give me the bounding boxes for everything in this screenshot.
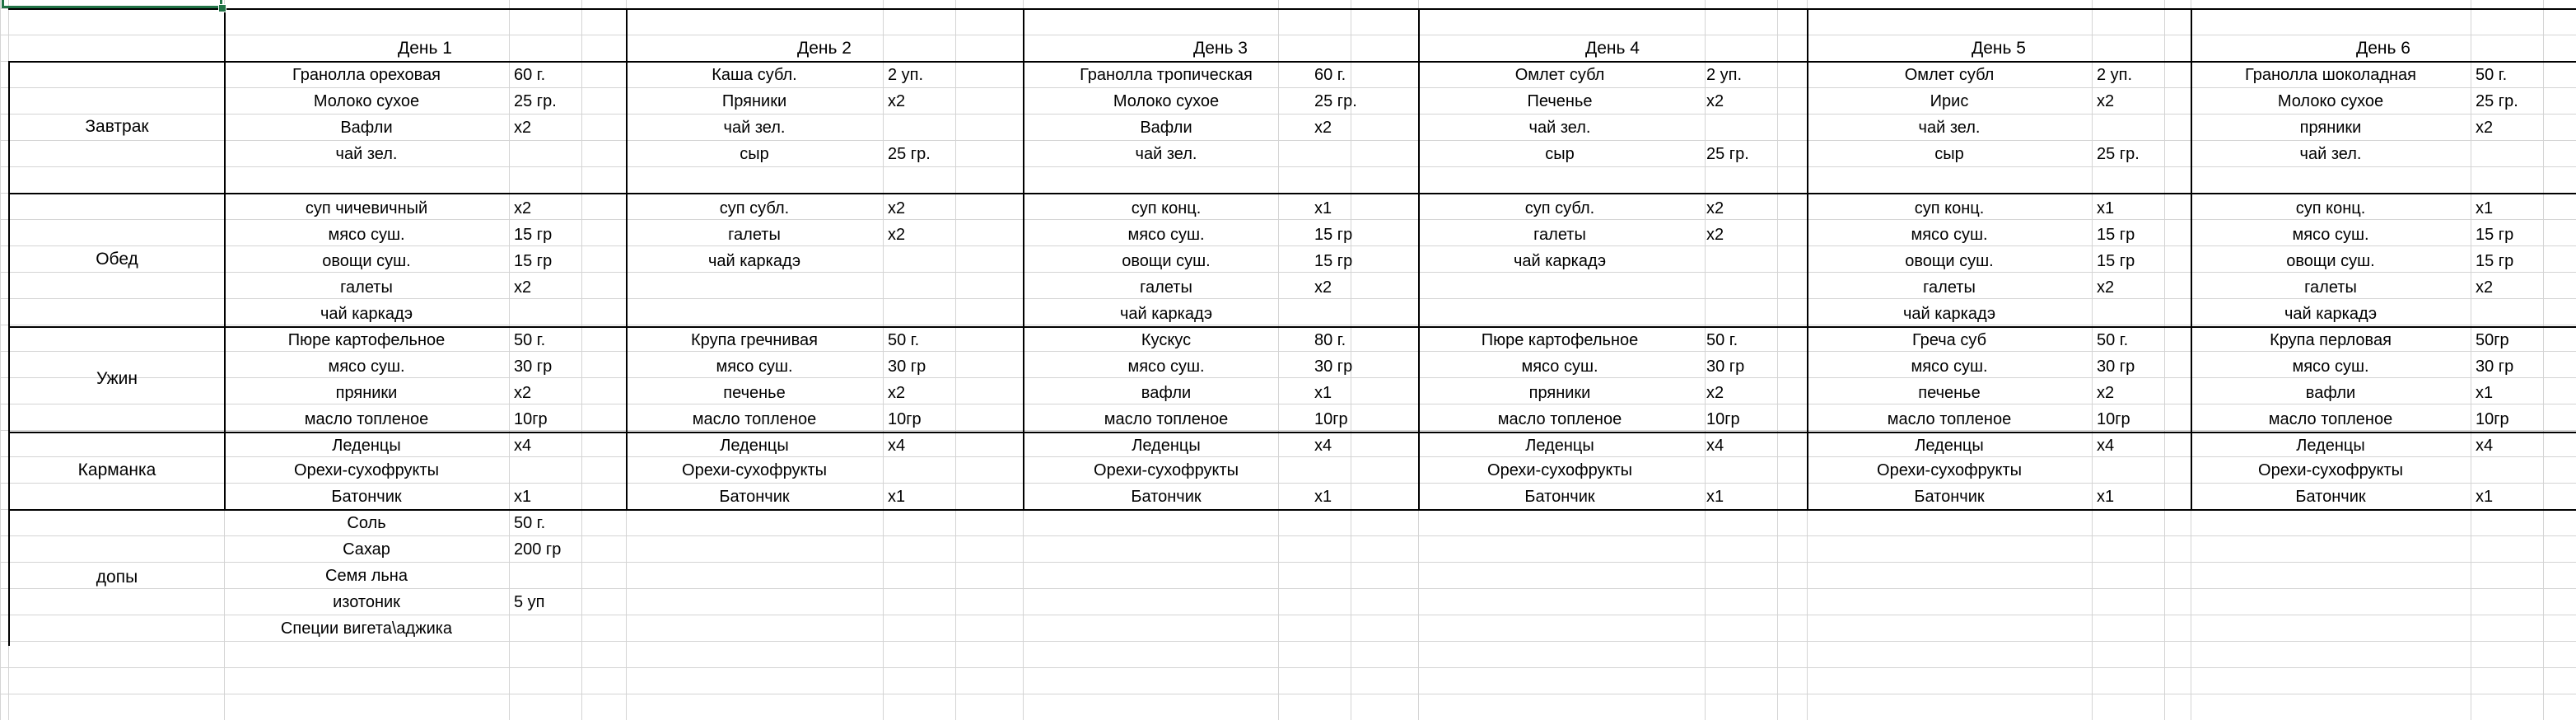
food-item-name[interactable]: Крупа перловая bbox=[2270, 331, 2392, 349]
food-item-name[interactable]: чай зел. bbox=[1135, 145, 1197, 163]
food-item-name[interactable]: чай зел. bbox=[723, 119, 786, 137]
food-item-qty[interactable]: 25 гр. bbox=[2476, 92, 2518, 110]
grid-row-line bbox=[0, 114, 2576, 115]
food-item-name[interactable]: суп чичевичный bbox=[305, 199, 428, 217]
food-item-name[interactable]: Кускус bbox=[1141, 331, 1192, 349]
food-item-qty[interactable]: 30 гр bbox=[2097, 358, 2135, 376]
food-item-qty[interactable]: 10гр bbox=[514, 410, 548, 428]
food-item-name[interactable]: суп конц. bbox=[1131, 199, 1202, 217]
food-item-qty[interactable]: x2 bbox=[514, 278, 532, 297]
food-item-qty[interactable]: 15 гр bbox=[2476, 252, 2514, 270]
food-item-name[interactable]: Каша субл. bbox=[712, 66, 797, 84]
food-item-name[interactable]: Гранолла шоколадная bbox=[2245, 66, 2416, 84]
food-item-name[interactable]: мясо суш. bbox=[1911, 358, 1988, 376]
food-item-name[interactable]: чай каркадэ bbox=[1119, 305, 1213, 323]
food-item-qty[interactable]: x2 bbox=[888, 92, 906, 110]
extra-item-name[interactable]: изотоник bbox=[333, 593, 400, 611]
food-item-qty[interactable]: x1 bbox=[888, 488, 906, 506]
food-item-name[interactable]: мясо суш. bbox=[2292, 226, 2369, 244]
food-item-name[interactable]: Орехи-сухофрукты bbox=[1877, 461, 2022, 479]
food-item-qty[interactable]: x1 bbox=[2476, 199, 2494, 217]
food-item-qty[interactable]: 15 гр bbox=[2476, 226, 2514, 244]
food-item-qty[interactable]: 50 г. bbox=[888, 331, 920, 349]
food-item-name[interactable]: Молоко сухое bbox=[2277, 92, 2384, 110]
food-item-qty[interactable]: 30 гр bbox=[888, 358, 926, 376]
food-item-name[interactable]: Молоко сухое bbox=[313, 92, 420, 110]
food-item-name[interactable]: чай зел. bbox=[1918, 119, 1981, 137]
food-item-name[interactable]: Пюре картофельное bbox=[1481, 331, 1639, 349]
food-item-qty[interactable]: x4 bbox=[888, 437, 906, 455]
food-item-qty[interactable]: x2 bbox=[2097, 278, 2115, 297]
fill-handle[interactable] bbox=[218, 4, 226, 12]
extra-item-qty[interactable]: 5 уп bbox=[514, 593, 545, 611]
food-item-qty[interactable]: 30 гр bbox=[2476, 358, 2514, 376]
food-item-qty[interactable]: 15 гр bbox=[514, 252, 553, 270]
grid-row-line bbox=[0, 588, 2576, 589]
food-item-name[interactable]: Батончик bbox=[2295, 488, 2366, 506]
food-item-name[interactable]: Батончик bbox=[331, 488, 402, 506]
food-item-name[interactable]: Гранолла тропическая bbox=[1080, 66, 1253, 84]
food-item-name[interactable]: Батончик bbox=[1524, 488, 1595, 506]
grid-row-line bbox=[0, 667, 2576, 668]
food-item-qty[interactable]: x1 bbox=[2476, 488, 2494, 506]
food-item-qty[interactable]: 15 гр bbox=[2097, 226, 2135, 244]
food-item-name[interactable]: суп субл. bbox=[719, 199, 790, 217]
day-header[interactable]: День 4 bbox=[1585, 39, 1640, 58]
food-item-name[interactable]: Орехи-сухофрукты bbox=[1094, 461, 1239, 479]
food-item-name[interactable]: Батончик bbox=[719, 488, 790, 506]
food-item-name[interactable]: масло топленое bbox=[692, 410, 817, 428]
food-item-qty[interactable]: x2 bbox=[514, 199, 532, 217]
food-item-name[interactable]: чай каркадэ bbox=[1513, 252, 1607, 270]
food-item-name[interactable]: овощи суш. bbox=[322, 252, 411, 270]
food-item-name[interactable]: Леденцы bbox=[332, 437, 401, 455]
food-item-qty[interactable]: x4 bbox=[514, 437, 532, 455]
food-item-name[interactable]: чай зел. bbox=[1528, 119, 1591, 137]
food-item-name[interactable]: чай каркадэ bbox=[2284, 305, 2378, 323]
food-item-name[interactable]: Батончик bbox=[1914, 488, 1985, 506]
food-item-qty[interactable]: 15 гр bbox=[514, 226, 553, 244]
food-item-name[interactable]: мясо суш. bbox=[1127, 358, 1205, 376]
grid-row-line bbox=[0, 140, 2576, 141]
meal-label-lunch[interactable]: Обед bbox=[96, 250, 138, 269]
food-item-qty[interactable]: x4 bbox=[1706, 437, 1724, 455]
food-item-name[interactable]: мясо суш. bbox=[2292, 358, 2369, 376]
food-item-qty[interactable]: x2 bbox=[514, 119, 532, 137]
food-item-qty[interactable]: x1 bbox=[514, 488, 532, 506]
food-item-name[interactable]: мясо суш. bbox=[328, 358, 405, 376]
food-item-name[interactable]: Леденцы bbox=[1525, 437, 1594, 455]
food-item-name[interactable]: Орехи-сухофрукты bbox=[1487, 461, 1632, 479]
food-item-qty[interactable]: 25 гр. bbox=[1314, 92, 1357, 110]
food-item-name[interactable]: сыр bbox=[1934, 145, 1964, 163]
food-item-name[interactable]: масло топленое bbox=[1887, 410, 2012, 428]
food-item-qty[interactable]: 50гр bbox=[2476, 331, 2509, 349]
food-item-qty[interactable]: x2 bbox=[1706, 226, 1724, 244]
food-item-qty[interactable]: 80 г. bbox=[1314, 331, 1346, 349]
food-item-qty[interactable]: x2 bbox=[2097, 384, 2115, 402]
food-item-qty[interactable]: 10гр bbox=[2476, 410, 2509, 428]
grid-row-line bbox=[0, 535, 2576, 536]
food-item-name[interactable]: Орехи-сухофрукты bbox=[682, 461, 827, 479]
food-item-name[interactable]: Омлет субл bbox=[1514, 66, 1605, 84]
food-item-qty[interactable]: 60 г. bbox=[1314, 66, 1346, 84]
food-item-qty[interactable]: x2 bbox=[1706, 92, 1724, 110]
food-item-name[interactable]: Греча суб bbox=[1911, 331, 1987, 349]
food-item-qty[interactable]: x1 bbox=[1314, 199, 1332, 217]
food-item-qty[interactable]: x1 bbox=[2476, 384, 2494, 402]
extra-item-qty[interactable]: 50 г. bbox=[514, 514, 546, 532]
day-header[interactable]: День 3 bbox=[1193, 39, 1248, 58]
grid-row-line bbox=[0, 641, 2576, 642]
food-item-qty[interactable]: 50 г. bbox=[514, 331, 546, 349]
food-item-qty[interactable]: 2 уп. bbox=[1706, 66, 1743, 84]
food-item-name[interactable]: сыр bbox=[1545, 145, 1575, 163]
active-cell-selection[interactable] bbox=[2, 0, 222, 8]
food-item-qty[interactable]: x4 bbox=[2097, 437, 2115, 455]
food-item-qty[interactable]: 25 гр. bbox=[888, 145, 931, 163]
meal-label-extras[interactable]: допы bbox=[96, 568, 138, 587]
food-item-qty[interactable]: x2 bbox=[1706, 384, 1724, 402]
food-item-qty[interactable]: 15 гр bbox=[1314, 252, 1353, 270]
meal-label-breakfast[interactable]: Завтрак bbox=[85, 117, 149, 136]
food-item-name[interactable]: Крупа гречнивая bbox=[691, 331, 818, 349]
food-item-qty[interactable]: 25 гр. bbox=[514, 92, 557, 110]
food-item-qty[interactable]: 30 гр bbox=[1706, 358, 1745, 376]
food-item-qty[interactable]: 10гр bbox=[2097, 410, 2130, 428]
food-item-name[interactable]: Ирис bbox=[1930, 92, 1969, 110]
food-item-name[interactable]: Омлет субл bbox=[1904, 66, 1995, 84]
day-header[interactable]: День 1 bbox=[398, 39, 452, 58]
food-item-qty[interactable]: x1 bbox=[1706, 488, 1724, 506]
food-item-name[interactable]: масло топленое bbox=[304, 410, 429, 428]
food-item-qty[interactable]: 15 гр bbox=[2097, 252, 2135, 270]
food-item-qty[interactable]: x1 bbox=[1314, 384, 1332, 402]
extra-item-name[interactable]: Сахар bbox=[343, 540, 390, 559]
food-item-name[interactable]: галеты bbox=[1533, 226, 1586, 244]
food-item-name[interactable]: сыр bbox=[740, 145, 769, 163]
food-item-name[interactable]: чай каркадэ bbox=[1902, 305, 1996, 323]
food-item-qty[interactable]: x1 bbox=[2097, 488, 2115, 506]
food-item-name[interactable]: масло топленое bbox=[1497, 410, 1622, 428]
food-item-name[interactable]: Вафли bbox=[1140, 119, 1192, 137]
grid-col-line bbox=[0, 0, 1, 720]
food-item-qty[interactable]: x2 bbox=[1314, 278, 1332, 297]
food-item-name[interactable]: чай зел. bbox=[335, 145, 398, 163]
food-item-qty[interactable]: x2 bbox=[514, 384, 532, 402]
day-header[interactable]: День 6 bbox=[2356, 39, 2410, 58]
food-item-name[interactable]: масло топленое bbox=[1104, 410, 1229, 428]
food-item-name[interactable]: масло топленое bbox=[2268, 410, 2393, 428]
food-item-qty[interactable]: 2 уп. bbox=[888, 66, 924, 84]
food-item-name[interactable]: пряники bbox=[2299, 119, 2362, 137]
food-item-qty[interactable]: 10гр bbox=[888, 410, 922, 428]
food-item-name[interactable]: суп субл. bbox=[1524, 199, 1595, 217]
food-item-name[interactable]: суп конц. bbox=[1914, 199, 1985, 217]
food-item-qty[interactable]: x1 bbox=[2097, 199, 2115, 217]
food-item-qty[interactable]: x1 bbox=[1314, 488, 1332, 506]
food-item-qty[interactable]: x2 bbox=[1314, 119, 1332, 137]
food-item-name[interactable]: Пряники bbox=[721, 92, 787, 110]
extra-item-name[interactable]: Соль bbox=[347, 514, 386, 532]
food-item-qty[interactable]: 30 гр bbox=[1314, 358, 1353, 376]
food-item-name[interactable]: Леденцы bbox=[1915, 437, 1984, 455]
food-item-name[interactable]: галеты bbox=[728, 226, 781, 244]
grid-row-line bbox=[0, 166, 2576, 167]
food-item-name[interactable]: Батончик bbox=[1131, 488, 1202, 506]
food-item-qty[interactable]: 15 гр bbox=[1314, 226, 1353, 244]
food-item-qty[interactable]: x2 bbox=[2097, 92, 2115, 110]
food-item-name[interactable]: чай каркадэ bbox=[320, 305, 413, 323]
food-item-qty[interactable]: x2 bbox=[888, 384, 906, 402]
food-item-name[interactable]: Гранолла ореховая bbox=[292, 66, 441, 84]
food-item-name[interactable]: Орехи-сухофрукты bbox=[2258, 461, 2403, 479]
food-item-name[interactable]: овощи суш. bbox=[1905, 252, 1994, 270]
food-item-name[interactable]: галеты bbox=[2304, 278, 2357, 297]
food-item-name[interactable]: вафли bbox=[2305, 384, 2356, 402]
food-item-qty[interactable]: 60 г. bbox=[514, 66, 546, 84]
food-item-name[interactable]: вафли bbox=[1141, 384, 1192, 402]
extra-item-name[interactable]: Специи вигета\аджика bbox=[280, 619, 453, 638]
food-item-name[interactable]: галеты bbox=[340, 278, 393, 297]
extra-item-name[interactable]: Семя льна bbox=[325, 567, 408, 585]
food-item-name[interactable]: Печенье bbox=[1527, 92, 1593, 110]
food-item-name[interactable]: суп конц. bbox=[2295, 199, 2366, 217]
food-item-name[interactable]: чай каркадэ bbox=[707, 252, 801, 270]
food-item-qty[interactable]: 50 г. bbox=[2097, 331, 2129, 349]
food-item-name[interactable]: Леденцы bbox=[1132, 437, 1201, 455]
food-item-qty[interactable]: 10гр bbox=[1314, 410, 1348, 428]
meal-label-dinner[interactable]: Ужин bbox=[96, 369, 138, 388]
food-item-name[interactable]: Вафли bbox=[340, 119, 393, 137]
food-item-name[interactable]: мясо суш. bbox=[328, 226, 405, 244]
day-header[interactable]: День 5 bbox=[1972, 39, 2026, 58]
food-item-qty[interactable]: x2 bbox=[888, 226, 906, 244]
meal-label-pocket[interactable]: Карманка bbox=[77, 461, 156, 479]
food-item-name[interactable]: печенье bbox=[1918, 384, 1981, 402]
food-item-qty[interactable]: x2 bbox=[2476, 119, 2494, 137]
food-item-qty[interactable]: 2 уп. bbox=[2097, 66, 2133, 84]
food-item-qty[interactable]: 30 гр bbox=[514, 358, 553, 376]
food-item-qty[interactable]: x2 bbox=[888, 199, 906, 217]
grid-row-line bbox=[0, 483, 2576, 484]
food-item-qty[interactable]: x4 bbox=[1314, 437, 1332, 455]
food-item-qty[interactable]: x2 bbox=[2476, 278, 2494, 297]
food-item-name[interactable]: Леденцы bbox=[2296, 437, 2365, 455]
food-item-name[interactable]: овощи суш. bbox=[2286, 252, 2375, 270]
food-item-qty[interactable]: 25 гр. bbox=[2097, 145, 2140, 163]
day-header[interactable]: День 2 bbox=[797, 39, 852, 58]
food-item-name[interactable]: чай зел. bbox=[2299, 145, 2362, 163]
food-item-name[interactable]: печенье bbox=[723, 384, 786, 402]
food-item-qty[interactable]: x4 bbox=[2476, 437, 2494, 455]
food-item-name[interactable]: пряники bbox=[335, 384, 398, 402]
food-item-name[interactable]: овощи суш. bbox=[1122, 252, 1211, 270]
food-item-qty[interactable]: 50 г. bbox=[2476, 66, 2508, 84]
food-item-name[interactable]: мясо суш. bbox=[1911, 226, 1988, 244]
food-item-name[interactable]: галеты bbox=[1923, 278, 1976, 297]
food-item-name[interactable]: пряники bbox=[1528, 384, 1591, 402]
food-item-name[interactable]: галеты bbox=[1140, 278, 1192, 297]
food-item-qty[interactable]: 10гр bbox=[1706, 410, 1740, 428]
grid-row-line bbox=[0, 87, 2576, 88]
food-item-name[interactable]: мясо суш. bbox=[716, 358, 793, 376]
food-item-name[interactable]: Пюре картофельное bbox=[287, 331, 446, 349]
food-item-name[interactable]: мясо суш. bbox=[1127, 226, 1205, 244]
food-item-qty[interactable]: x2 bbox=[1706, 199, 1724, 217]
grid-row-line bbox=[0, 562, 2576, 563]
food-item-name[interactable]: Молоко сухое bbox=[1113, 92, 1220, 110]
food-item-name[interactable]: Леденцы bbox=[720, 437, 789, 455]
extra-item-qty[interactable]: 200 гр bbox=[514, 540, 562, 559]
food-item-name[interactable]: мясо суш. bbox=[1521, 358, 1598, 376]
food-item-name[interactable]: Орехи-сухофрукты bbox=[294, 461, 439, 479]
food-item-qty[interactable]: 25 гр. bbox=[1706, 145, 1749, 163]
border-line bbox=[8, 61, 10, 646]
food-item-qty[interactable]: 50 г. bbox=[1706, 331, 1738, 349]
